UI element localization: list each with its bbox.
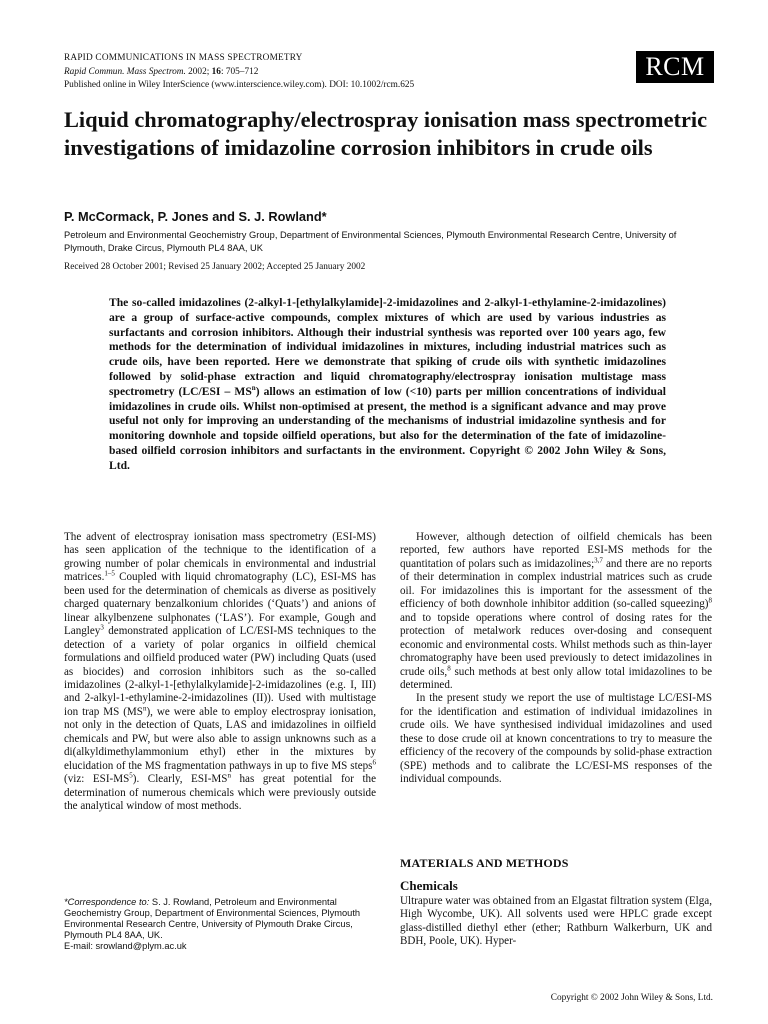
text: (viz: ESI-MS — [64, 773, 130, 786]
published-online: Published online in Wiley InterScience (www.interscience.wiley.com). DOI: 10.1002/rcm.625 — [64, 80, 415, 90]
authors: P. McCormack, P. Jones and S. J. Rowland* — [64, 209, 327, 224]
journal-header — [64, 52, 624, 93]
citation-pages: : 705–712 — [220, 66, 259, 77]
citation-volume: 16 — [211, 66, 221, 77]
footnote-label: *Correspondence to: — [64, 897, 150, 907]
reference-8: 8 — [708, 596, 712, 605]
reference-8: 8 — [447, 663, 451, 672]
left-column — [64, 531, 376, 814]
received-dates: Received 28 October 2001; Revised 25 January 2002; Accepted 25 January 2002 — [64, 262, 366, 272]
reference-3: 3 — [100, 623, 104, 632]
reference-6: 6 — [372, 758, 376, 767]
text: Coupled with liquid chromatography (LC), ESI-MS has been used for the determination of chemicals as diverse as positively charged quaternary benzalkonium chlorides (‘Quats’) and anions of linear alkylbenzene sulphonates (‘LAS’). For example, Gough and Langley — [64, 571, 376, 638]
text: and to topside operations where control of dosing rates for the protection of metalwork reduces over-dosing and consequent economic and environmental costs. Whilst methods such as thin-layer chromatography have been used previously to detect imidazolines in crude oils, — [400, 611, 712, 678]
paper-title: Liquid chromatography/electrospray ionisation mass spectrometric investigations of imidazoline corrosion inhibitors in crude oils — [64, 107, 708, 160]
text: However, although detection of oilfield chemicals has been reported, few authors have reported ESI-MS methods for the quantitation of polars such as imidazolines; — [400, 531, 712, 570]
intro-paragraph — [64, 531, 376, 814]
text: has great potential for the determination of numerous chemicals which were previously outside the analytical window of most methods. — [64, 773, 376, 813]
text: such methods at best only allow total imidazolines to be determined. — [400, 665, 712, 691]
citation-line — [64, 66, 624, 80]
subsection-heading: Chemicals — [400, 878, 458, 893]
abstract-text-2: ) allows an estimation of low (<10) parts per million concentrations of individual imidazolines in crude oils. Whilst non-optimised at present, the method is a significant advance and may prove useful not only for improving an understanding of the mechanisms of industrial imidazoline synthesis and for monitoring downhole and topside oilfield operations, but also for the determination of the fate of imidazoline-based oilfield corrosion inhibitors and surfactants in the environment. Copyright — [109, 384, 666, 457]
section-heading: MATERIALS AND METHODS — [400, 856, 569, 870]
footnote-email: E-mail: srowland@plym.ac.uk — [64, 941, 187, 952]
abstract-copyright: © 2002 John Wiley & Sons, Ltd. — [109, 443, 667, 472]
text: demonstrated application of LC/ESI-MS techniques to the detection of a variety of polar organics in oilfield chemical formulations and oilfield produced water (PW) including Quats (used as biocides) and corrosion inhibitors such as the so-called imidazolines (2-alkyl-1-[ethylalkylamide]-2-imidazolines (e.g. I, III) and 2-alkyl-1-ethylamine-2-imidazolines (II)). Used with multistage ion trap MS (MS — [64, 625, 376, 718]
text: The advent of electrospray ionisation mass spectrometry (ESI-MS) has seen application of the technique to the identification of a growing number of polar chemicals in environmental and industrial matrices. — [64, 531, 376, 584]
rcm-logo: RCM — [636, 51, 714, 83]
paragraph: In the present study we report the use of multistage LC/ESI-MS for the identification and estimation of individual imidazolines in crude oils. We have synthesised individual imidazolines and used these to dose crude oil at known concentrations to try to measure the efficiency of the recovery of the compounds by solid-phase extraction (SPE) methods and to calibrate the LC/ESI-MS responses of the individual compounds. — [400, 692, 712, 786]
journal-name: RAPID COMMUNICATIONS IN MASS SPECTROMETRY — [64, 53, 303, 63]
reference-1-5: 1–5 — [104, 569, 115, 578]
citation-journal: Rapid Commun. Mass Spectrom. — [64, 66, 186, 77]
page-footer: Copyright © 2002 John Wiley & Sons, Ltd. — [550, 993, 713, 1003]
affiliation: Petroleum and Environmental Geochemistry Group, Department of Environmental Sciences, Plymouth Environmental Research Centre, University of Plymouth, Drake Circus, Plymouth PL4 8AA, UK — [64, 230, 677, 253]
right-column — [400, 531, 712, 787]
chemicals-paragraph: Ultrapure water was obtained from an Elgastat filtration system (Elga, High Wycombe, UK). All solvents used were HPLC grade except glass-distilled diethyl ether (ether; Rathburn Walkerburn, UK and BDH, Poole, UK). Hyper- — [400, 895, 712, 948]
sup-5: 5 — [129, 771, 133, 780]
text: and there are no reports of their determination in complex industrial matrices such as crude oil. For imidazolines this is important for the assessment of the efficiency of both downhole inhibitor addition (so-called squeezing) — [400, 557, 712, 611]
text: ). Clearly, ESI-MS — [132, 773, 228, 786]
sup-n: n — [227, 771, 231, 780]
footnote-text: S. J. Rowland, Petroleum and Environmental Geochemistry Group, Department of Environmental Sciences, Plymouth Environmental Research Centre, University of Plymouth Drake Circus, Plymouth PL4 8AA, UK. — [64, 897, 361, 941]
abstract-text-1: The so-called imidazolines (2-alkyl-1-[ethylalkylamide]-2-imidazolines and 2-alkyl-1-ethylamine-2-imidazolines) are a group of surface-active compounds, complex mixtures of which are used by various industries as surfactants and corrosion inhibitors. Although their industrial synthesis was reported over 100 years ago, few methods for the determination of individual imidazolines in mixtures, including industrial matrices such as crude oils, have been reported. Here we demonstrate that spiking of crude oils with synthetic imidazolines followed by solid-phase extraction and liquid chromatography/electrospray ionisation multistage mass spectrometry (LC/ESI – MS — [109, 296, 666, 398]
sup-n: n — [142, 704, 147, 713]
correspondence-footnote — [64, 897, 376, 952]
citation-year: 2002; — [185, 66, 212, 77]
abstract-sup: n — [251, 383, 256, 392]
abstract — [109, 296, 666, 474]
text: ), we were able to employ electrospray ionisation, not only in the detection of Quats, LAS and imidazolines in oilfield chemicals and PW, but were also able to assign unknowns such as a di(alkyldimethylammonium ethyl) ether in the mixtures by elucidation of the MS fragmentation pathways in up to five MS steps — [64, 705, 376, 772]
reference-3-7: 3,7 — [594, 556, 603, 565]
paragraph — [400, 531, 712, 692]
